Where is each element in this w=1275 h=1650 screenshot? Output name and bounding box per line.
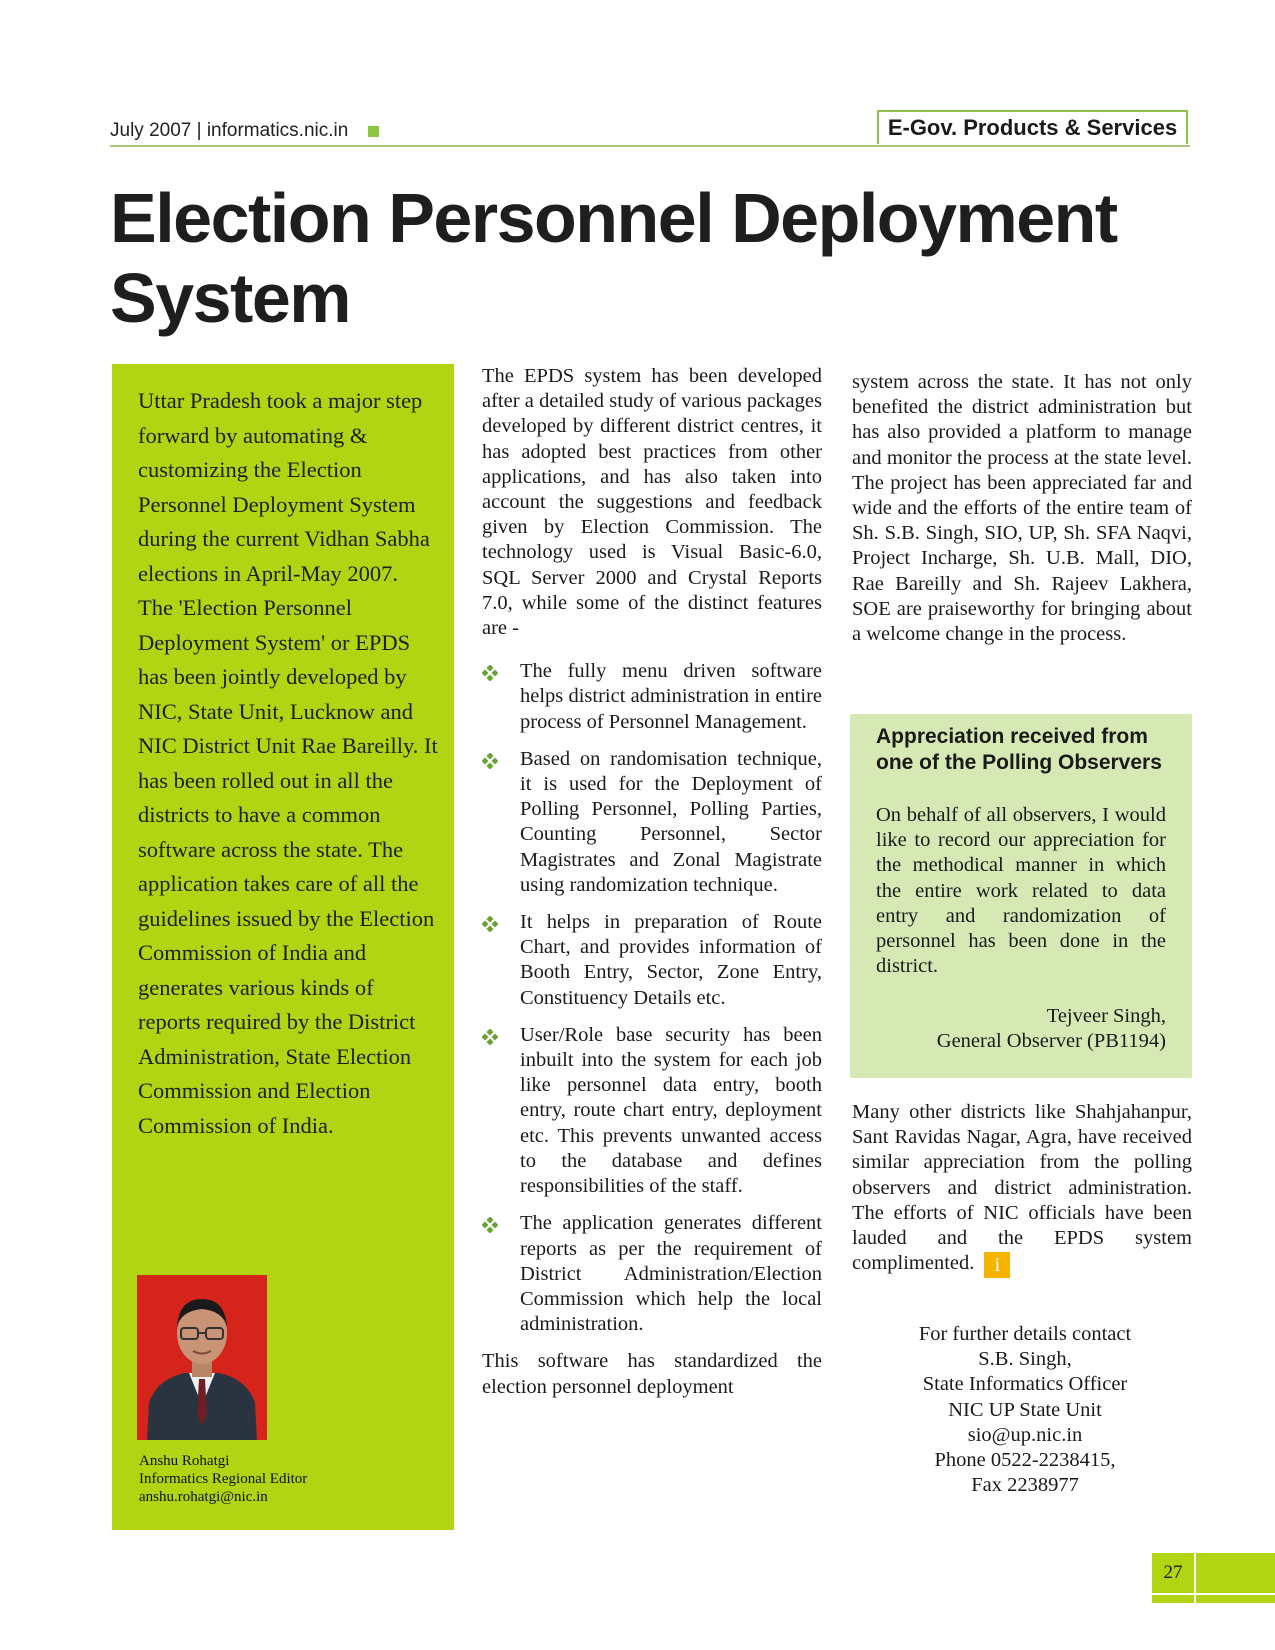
page-title: Election Personnel Deployment System [110, 179, 1117, 337]
issue-date-site: July 2007 | informatics.nic.in [110, 120, 349, 141]
author-name: Anshu Rohatgi [139, 1453, 230, 1469]
column3-paragraph-2-text: Many other districts like Shahjahanpur, Sant Ravidas Nagar, Agra, have received similar appreciation from the polling observers and district administration. The efforts of NIC officials have been lauded and the EPDS system complimented. [852, 1101, 1192, 1275]
contact-fax: Fax 2238977 [971, 1474, 1079, 1497]
article-column-3-continued [852, 1100, 1192, 1278]
column3-paragraph-2 [852, 1100, 1192, 1278]
feature-list [482, 659, 822, 1337]
list-item-text: User/Role base security has been inbuilt into the system for each job like personnel data entry, booth entry, route chart entry, deployment etc. This prevents unwanted access to the database and defines responsibilities of the staff. [520, 1023, 822, 1198]
list-item [482, 1211, 822, 1337]
author-email: anshu.rohatgi@nic.in [139, 1489, 268, 1505]
person-portrait-icon [137, 1275, 267, 1440]
header-rule [110, 145, 1190, 147]
diamond-bullet-icon [482, 665, 498, 681]
signer-title: General Observer (PB1194) [936, 1030, 1166, 1053]
intro-text: Uttar Pradesh took a major step forward by automating & customizing the Election Personnel Deployment System during the current Vidhan Sabha elections in April-May 2007. The 'Election Personnel Deployment System' or EPDS has been jointly developed by NIC, State Unit, Lucknow and NIC District Unit Rae Bareilly. It has been rolled out in all the districts to have a common software across the state. The application takes care of all the guidelines issued by the Election Commission of India and generates various kinds of reports required by the District Administration, State Election Commission and Election Commission of India. [138, 388, 438, 1138]
diamond-bullet-icon [482, 1029, 498, 1045]
info-icon: i [984, 1252, 1010, 1278]
section-label: E-Gov. Products & Services [877, 110, 1188, 144]
author-info [139, 1452, 439, 1506]
list-item [482, 747, 822, 898]
diamond-bullet-icon [482, 753, 498, 769]
green-square-icon [368, 126, 379, 137]
list-item [482, 659, 822, 735]
contact-phone: Phone 0522-2238415, [934, 1449, 1116, 1472]
article-column-2 [482, 364, 822, 1400]
author-role: Informatics Regional Editor [139, 1471, 308, 1487]
page-corner-block [1196, 1553, 1275, 1593]
list-item [482, 1023, 822, 1199]
signer-name: Tejveer Singh, [1046, 1005, 1166, 1027]
list-item [482, 910, 822, 1011]
column2-closing: This software has standardized the election personnel deployment [482, 1350, 822, 1398]
appreciation-signature [876, 1004, 1166, 1054]
diamond-bullet-icon [482, 916, 498, 932]
author-photo [137, 1275, 267, 1440]
appreciation-quote: On behalf of all observers, I would like to record our appreciation for the methodical manner in which the entire work related to data entry and randomization of personnel has been done in the district. [876, 804, 1166, 978]
contact-role: State Informatics Officer [922, 1373, 1128, 1396]
contact-unit: NIC UP State Unit [948, 1398, 1102, 1421]
contact-name: S.B. Singh, [978, 1348, 1072, 1371]
list-item-text: The fully menu driven software helps district administration in entire process of Personnel Management. [520, 660, 822, 733]
diamond-bullet-icon [482, 1217, 498, 1233]
list-item-text: Based on randomisation technique, it is used for the Deployment of Polling Personnel, Polling Parties, Counting Personnel, Sector Magistrates and Zonal Magistrate using randomization technique. [520, 747, 822, 896]
page-corner-strip [1196, 1595, 1275, 1603]
appreciation-heading: Appreciation received from one of the Polling Observers [876, 725, 1162, 774]
list-item-text: The application generates different reports as per the requirement of District Administration/Election Commission which help the local administration. [520, 1212, 822, 1336]
column3-paragraph: system across the state. It has not only benefited the district administration but has also provided a platform to manage and monitor the process at the state level. The project has been appreciated far and wide and the efforts of the entire team of Sh. S.B. Singh, SIO, UP, Sh. SFA Naqvi, Project Incharge, Sh. U.B. Mall, DIO, Rae Bareilly and Sh. Rajeev Lakhera, SOE are praiseworthy for bringing about a welcome change in the process. [852, 371, 1192, 646]
column2-paragraph: The EPDS system has been developed after a detailed study of various packages developed by different district centres, it has adopted best practices from other applications, and has also taken into account the suggestions and feedback given by Election Commission. The technology used is Visual Basic-6.0, SQL Server 2000 and Crystal Reports 7.0, while some of the distinct features are - [482, 365, 822, 640]
contact-email: sio@up.nic.in [967, 1423, 1083, 1446]
article-column-3 [852, 370, 1192, 647]
contact-intro: For further details contact [918, 1323, 1132, 1345]
contact-block [880, 1322, 1170, 1498]
list-item-text: It helps in preparation of Route Chart, and provides information of Booth Entry, Sector, Zone Entry, Constituency Details etc. [520, 911, 822, 1009]
page-number: 27 [1163, 1562, 1183, 1583]
page-corner-strip [1152, 1595, 1194, 1603]
